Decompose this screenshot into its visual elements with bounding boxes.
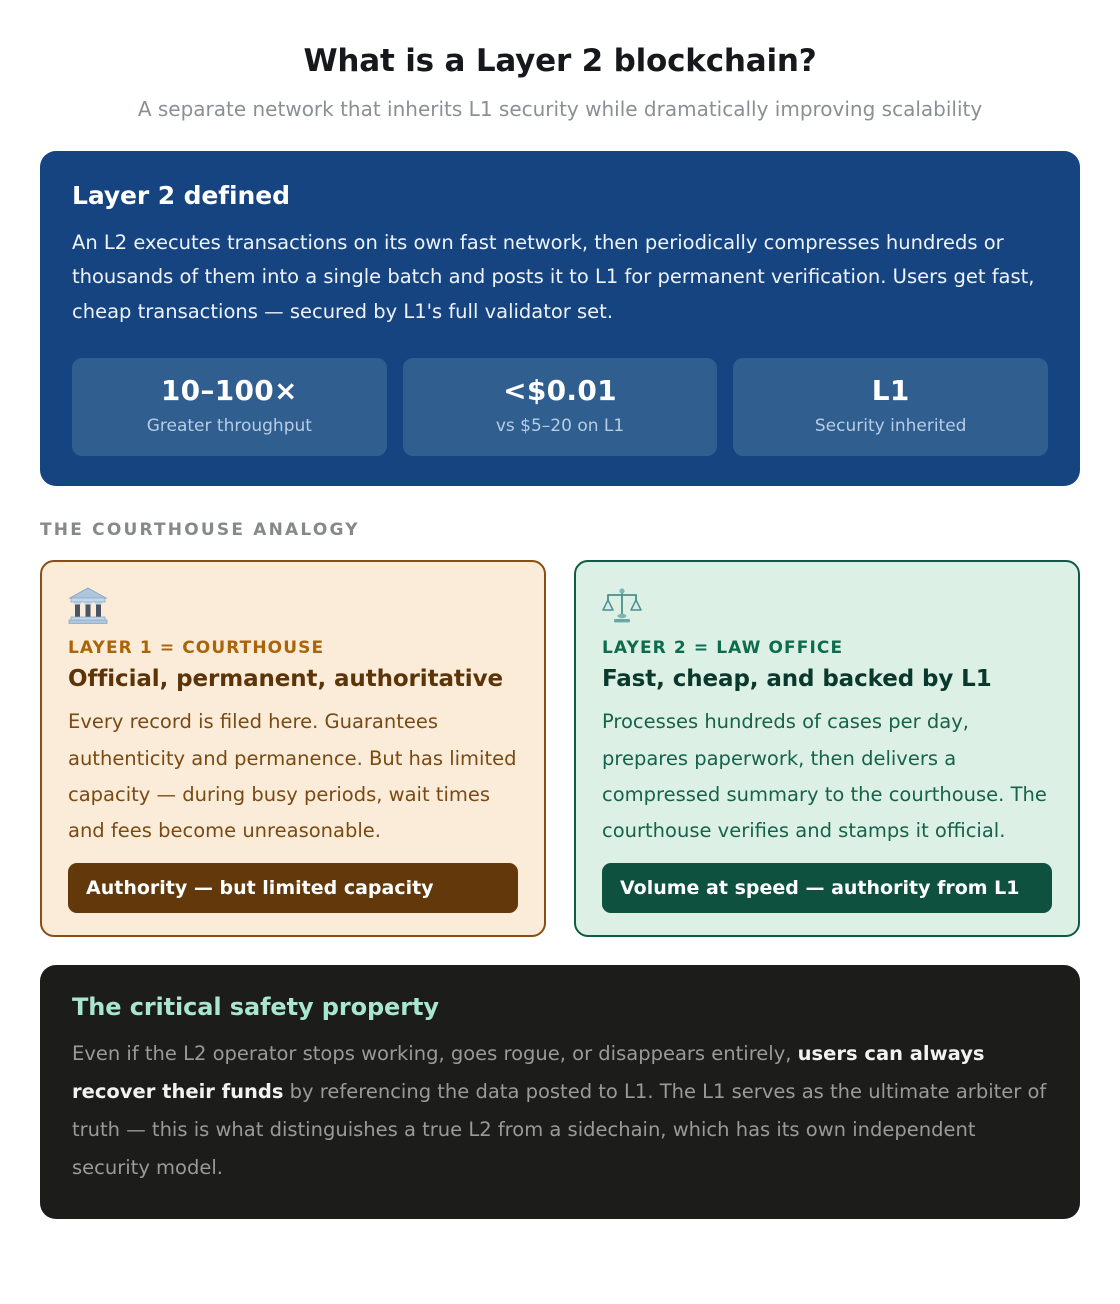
safety-body-text	[72, 1035, 1048, 1187]
safety-body-part-1: Even if the L2 operator stops working, goes rogue, or disappears entirely,	[72, 1042, 798, 1066]
safety-property-card	[40, 965, 1080, 1219]
stat-box-security	[733, 358, 1048, 456]
analogy-card-layer2	[574, 560, 1080, 938]
stat-box-throughput	[72, 358, 387, 456]
analogy-body-text: Processes hundreds of cases per day, prepares paperwork, then delivers a compressed summary to the courthouse. The courthouse verifies and stamps it official.	[602, 710, 1047, 842]
stat-label: Greater throughput	[146, 416, 312, 437]
analogy-heading: Fast, cheap, and backed by L1	[602, 665, 992, 692]
safety-body-part-2: by referencing the data posted to L1. The L1 serves as the ultimate arbiter of truth — this is what distinguishes a true L2 from a sidechain, which has its own independent security model.	[72, 1080, 1047, 1180]
analogy-kicker: LAYER 1 = COURTHOUSE	[68, 637, 325, 658]
classical-building-icon	[68, 586, 518, 624]
section-label-courthouse-analogy: THE COURTHOUSE ANALOGY	[40, 519, 360, 540]
stat-label: vs $5–20 on L1	[495, 416, 625, 437]
analogy-heading: Official, permanent, authoritative	[68, 665, 503, 692]
stat-value: <$0.01	[503, 373, 617, 407]
analogy-kicker: LAYER 2 = LAW OFFICE	[602, 637, 844, 658]
hero-heading: Layer 2 defined	[72, 180, 290, 210]
balance-scale-icon	[602, 586, 1052, 624]
stat-value: 10–100×	[160, 373, 298, 407]
stat-label: Security inherited	[814, 416, 967, 437]
layer2-definition-card	[40, 151, 1080, 486]
page-title: What is a Layer 2 blockchain?	[303, 43, 817, 79]
analogy-badge: Volume at speed — authority from L1	[602, 863, 1052, 914]
analogy-cards-row	[40, 560, 1080, 938]
safety-heading: The critical safety property	[72, 993, 439, 1022]
stat-box-fee	[403, 358, 718, 456]
stat-value: L1	[871, 373, 910, 407]
hero-body-text: An L2 executes transactions on its own fast network, then periodically compresses hundreds or thousands of them into a single batch and posts it to L1 for permanent verification. Users get fast, cheap transactions — secured by L1's full validator set.	[72, 230, 1035, 324]
page-subtitle: A separate network that inherits L1 security while dramatically improving scalability	[137, 96, 983, 121]
safety-body-emphasis: users can always recover their funds	[72, 1042, 985, 1104]
analogy-badge: Authority — but limited capacity	[68, 863, 518, 914]
analogy-body-text: Every record is filed here. Guarantees authenticity and permanence. But has limited capacity — during busy periods, wait times and fees become unreasonable.	[68, 710, 517, 842]
stats-row	[72, 358, 1048, 456]
analogy-card-layer1	[40, 560, 546, 938]
